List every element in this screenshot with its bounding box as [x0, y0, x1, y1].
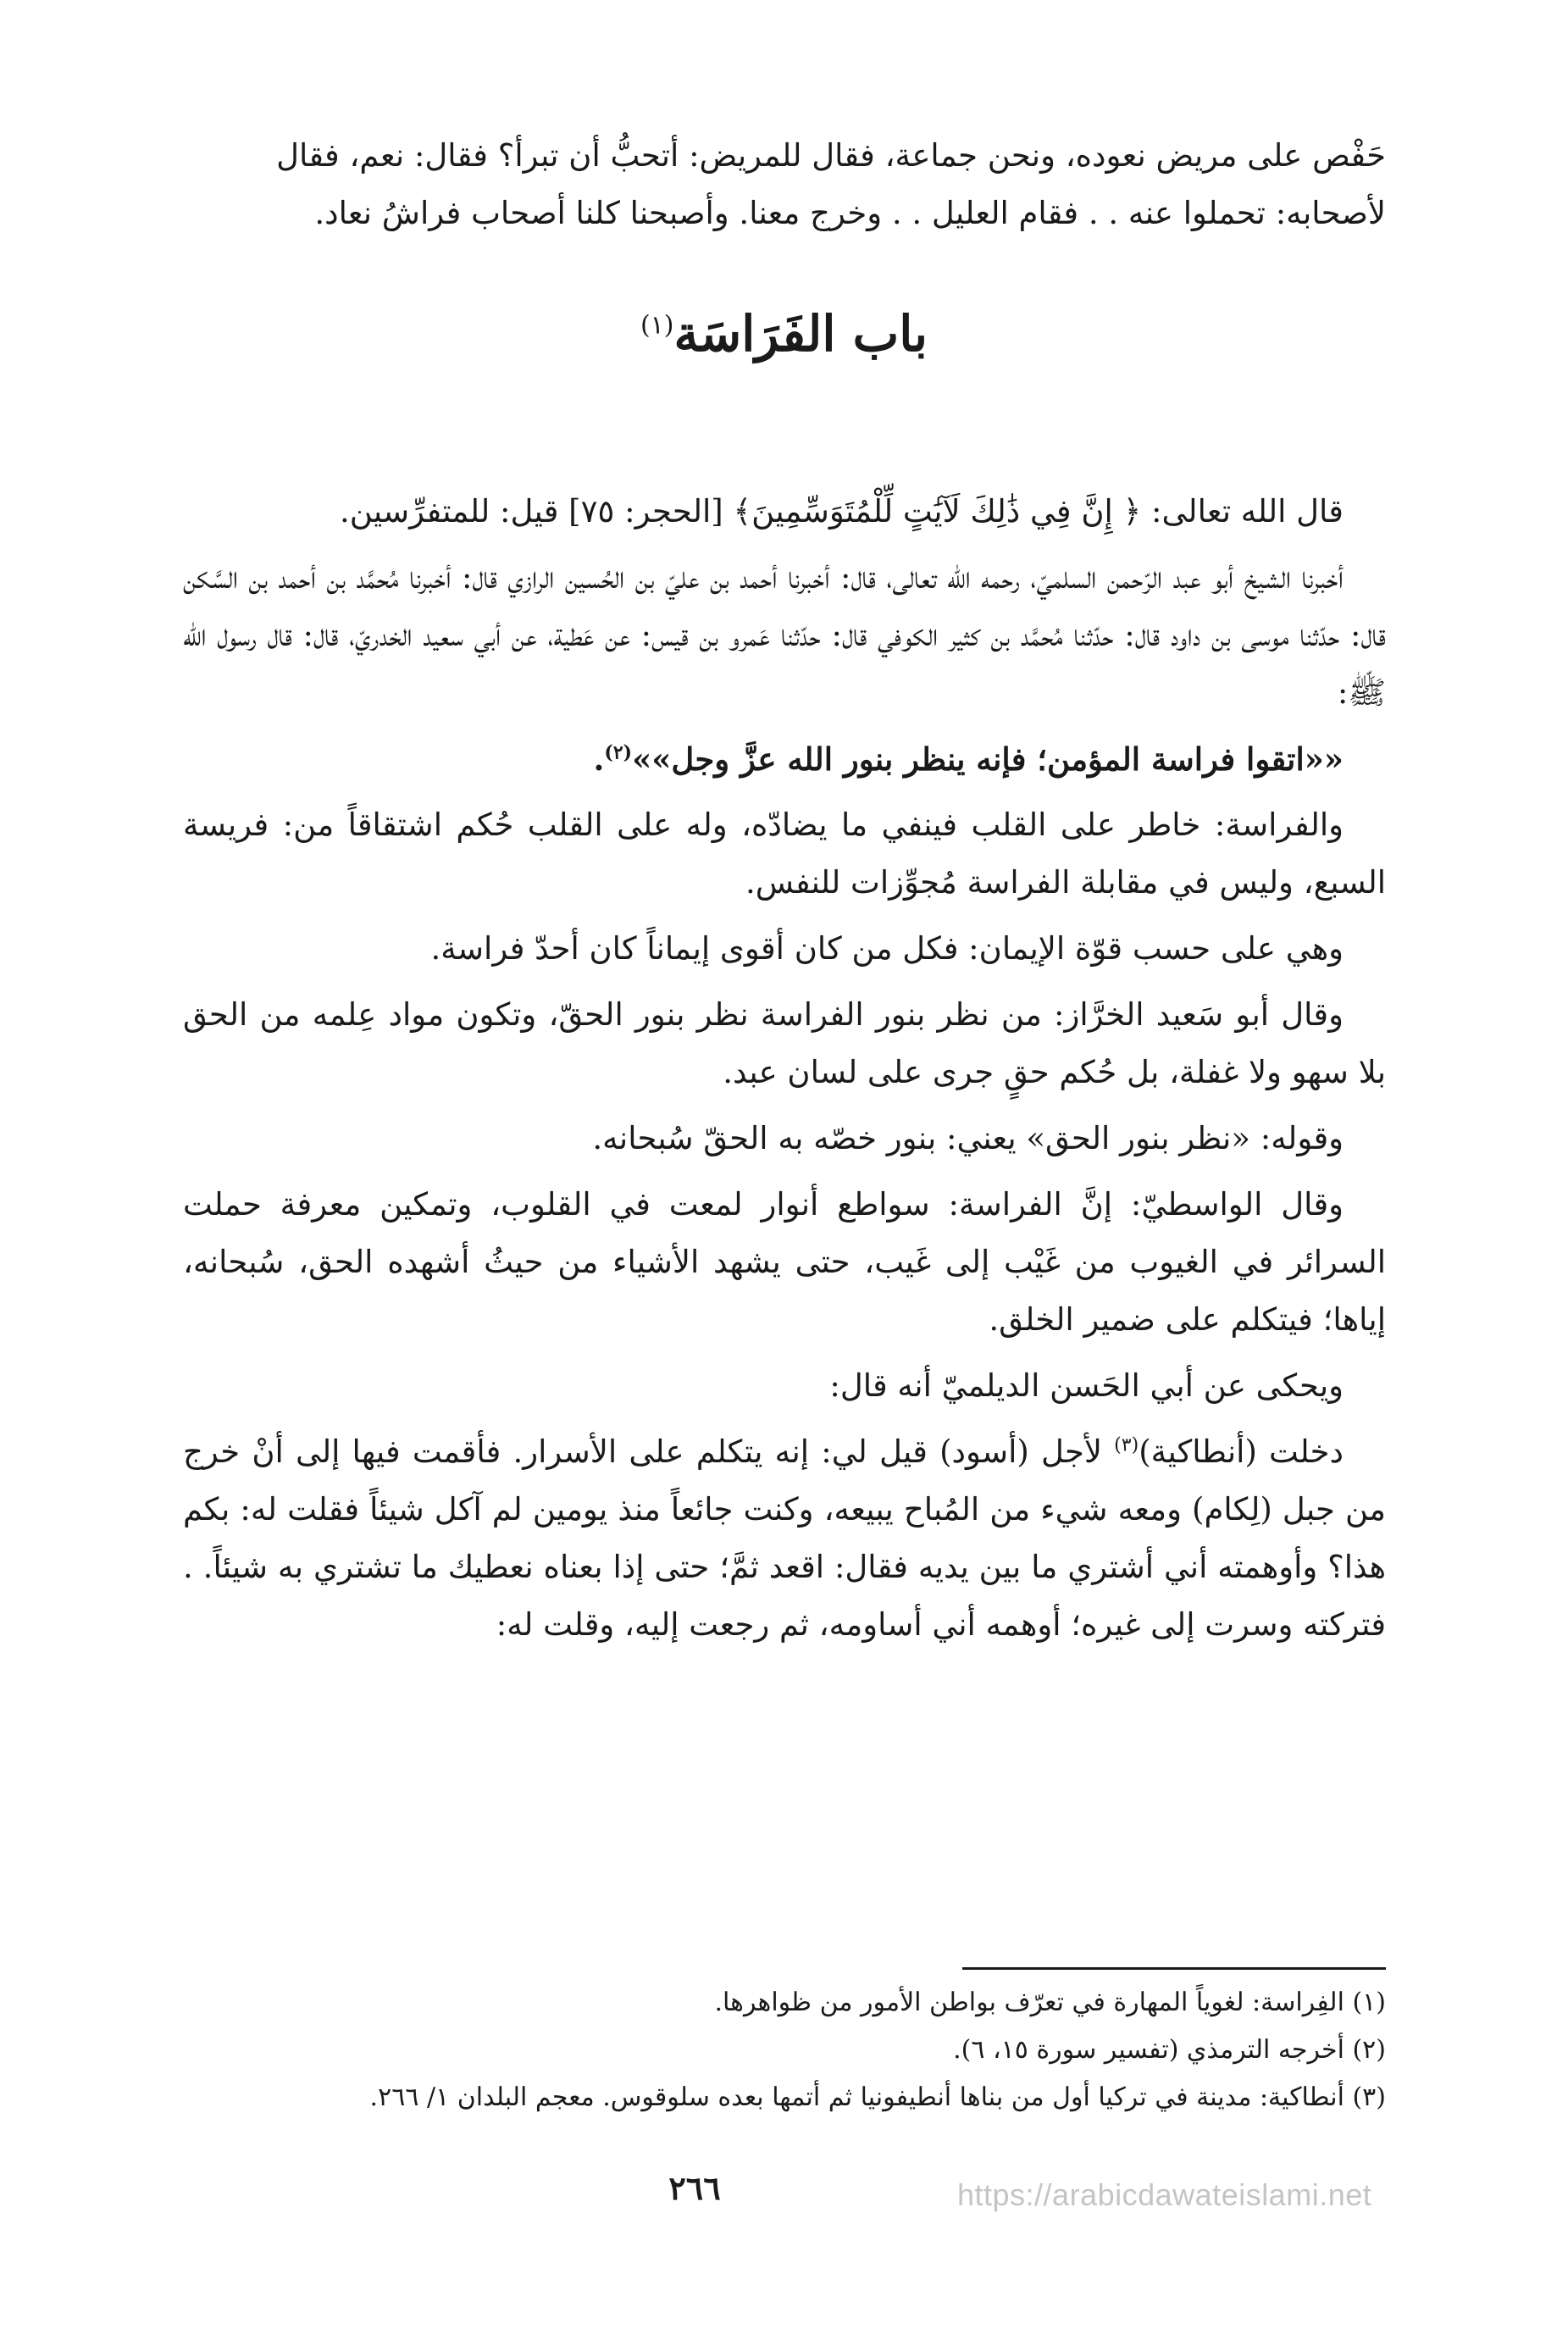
footnotes: [183, 1979, 1386, 2121]
text-line: حَفْص على مريض نعوده، ونحن جماعة، فقال للمريض: أتحبُّ أن تبرأ؟ فقال: نعم، فقال: [276, 137, 1386, 174]
chapter-title-text: باب الفَرَاسَة: [673, 305, 928, 363]
watermark-url: https://arabicdawateislami.net: [957, 2177, 1372, 2212]
paragraph-hadith: [183, 730, 1386, 788]
footnote-ref: (٣): [1114, 1434, 1139, 1456]
paragraph-daylami-intro: ويحكى عن أبي الحَسن الديلميّ أنه قال:: [829, 1367, 1344, 1404]
chapter-title: [0, 305, 1568, 363]
chapter-body: [183, 483, 1386, 1662]
page-number: ٢٦٦: [668, 2169, 721, 2207]
paragraph-isnad: أخبرنا الشيخ أبو عبد الرّحمن السلميّ، رحمه الله تعالى، قال: أخبرنا أحمد بن عليّ بن الحُسين الرازي قال: أخبرنا مُحمَّد بن أحمد بن السَّكن قال: حدّثنا موسى بن داود قال: حدّثنا مُحمَّد بن كثير الكوفي قال: حدّثنا عَمرو بن قيس: عن عَطية، عن أبي سعيد الخدريّ، قال: قال رسول الله ﷺ:: [183, 559, 1386, 711]
continued-paragraph: [183, 127, 1386, 242]
footnote-divider: [962, 1967, 1386, 1970]
paragraph-antioch-story: [183, 1423, 1386, 1654]
hadith-end: .: [593, 740, 605, 778]
footnote-2: (٢) أخرجه الترمذي (تفسير سورة ١٥، ٦).: [953, 2035, 1386, 2065]
footnote-3: (٣) أنطاكية: مدينة في تركيا أول من بناها أنطيفونيا ثم أتمها بعده سلوقوس. معجم البلدان ١/ ٢٦٦.: [369, 2082, 1386, 2112]
story-start: دخلت (أنطاكية): [1139, 1433, 1344, 1470]
footnote-1: (١) الفِراسة: لغوياً المهارة في تعرّف بواطن الأمور من ظواهرها.: [714, 1988, 1386, 2017]
paragraph-definition: والفراسة: خاطر على القلب فينفي ما يضادّه، وله على القلب حُكم اشتقاقاً من: فريسة السبع، وليس في مقابلة الفراسة مُجوِّزات للنفس.: [183, 807, 1386, 901]
paragraph-commentary: وقوله: «نظر بنور الحق» يعني: بنور خصّه به الحقّ سُبحانه.: [592, 1120, 1344, 1156]
footnote-ref: (١): [640, 310, 674, 341]
hadith-text: ««اتقوا فراسة المؤمن؛ فإنه ينظر بنور الله عزَّ وجل»»: [632, 740, 1344, 778]
paragraph-faith: وهي على حسب قوّة الإيمان: فكل من كان أقوى إيماناً كان أحدّ فراسة.: [430, 930, 1344, 967]
paragraph-wasiti: وقال الواسطيّ: إنَّ الفراسة: سواطع أنوار لمعت في القلوب، وتمكين معرفة حملت السرائر في الغيوب من غَيْب إلى غَيب، حتى يشهد الأشياء من حيثُ أشهده الحق، سُبحانه، إياها؛ فيتكلم على ضمير الخلق.: [183, 1186, 1386, 1338]
paragraph-quran-verse: قال الله تعالى: ﴿ إِنَّ فِي ذَٰلِكَ لَآيَٰتٍ لِّلْمُتَوَسِّمِينَ﴾ [الحجر: ٧٥] قيل: للمتفرِّسين.: [339, 493, 1344, 530]
footnote-ref: (٢): [604, 741, 633, 764]
story-rest: لأجل (أسود) قيل لي: إنه يتكلم على الأسرار. فأقمت فيها إلى أنْ خرج من جبل (لِكام) ومعه شيء من المُباح يبيعه، وكنت جائعاً منذ يومين لم آكل شيئاً فقلت له: بكم هذا؟ وأوهمته أني أشتري ما بين يديه فقال: اقعد ثمَّ؛ حتى إذا بعناه نعطيك ما تشتري به شيئاً. . فتركته وسرت إلى غيره؛ أوهمه أني أساومه، ثم رجعت إليه، وقلت له:: [183, 1433, 1386, 1643]
text-line: لأصحابه: تحملوا عنه . . فقام العليل . . وخرج معنا. وأصبحنا كلنا أصحاب فراشُ نعاد.: [314, 195, 1386, 231]
paragraph-kharraz: وقال أبو سَعيد الخرَّاز: من نظر بنور الفراسة نظر بنور الحقّ، وتكون مواد عِلمه من الحق بلا سهو ولا غفلة، بل حُكم حقٍ جرى على لسان عبد.: [183, 996, 1386, 1090]
